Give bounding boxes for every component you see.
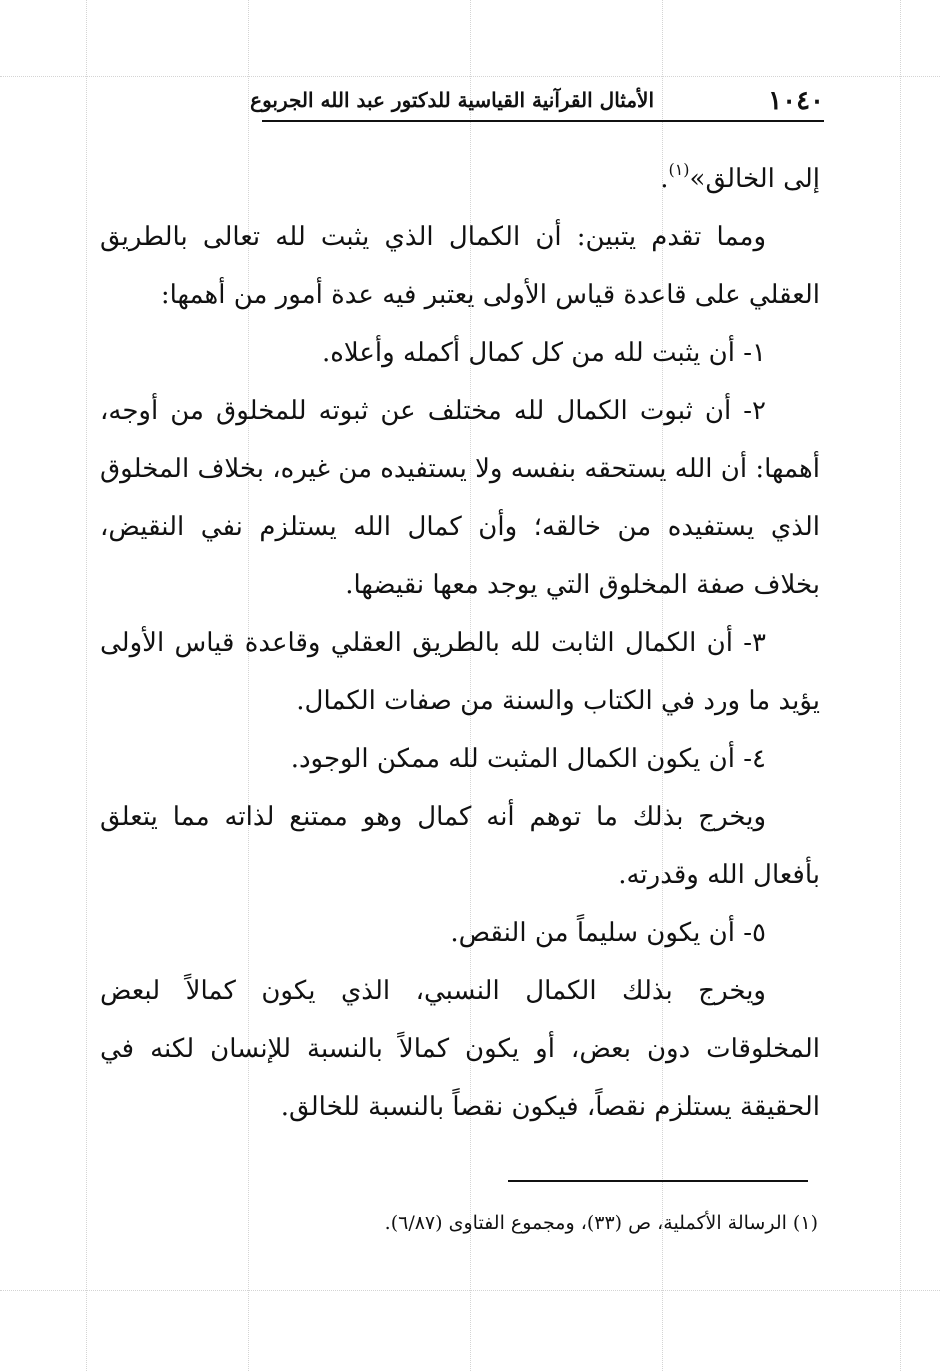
footnote-divider <box>508 1180 808 1182</box>
paragraph-intro: ومما تقدم يتبين: أن الكمال الذي يثبت لله تعالى بالطريق العقلي على قاعدة قياس الأولى يعتبر فيه عدة أمور من أهمها: <box>100 222 820 310</box>
footnote-reference: (١) <box>668 160 690 179</box>
body-text <box>100 150 820 1136</box>
list-item-4-note: ويخرج بذلك ما توهم أنه كمال وهو ممتنع لذاته مما يتعلق بأفعال الله وقدرته. <box>100 802 820 890</box>
list-item-1: ١- أن يثبت لله من كل كمال أكمله وأعلاه. <box>322 338 766 368</box>
list-item-2: ٢- أن ثبوت الكمال لله مختلف عن ثبوته للمخلوق من أوجه، أهمها: أن الله يستحقه بنفسه ولا يستفيده من غيره، بخلاف المخلوق الذي يستفيده من خالقه؛ وأن كمال الله يستلزم نفي النقيض، بخلاف صفة المخلوق التي يوجد معها نقيضها. <box>100 396 820 600</box>
page-header <box>250 82 824 122</box>
paragraph-text: إلى الخالق» <box>689 164 820 194</box>
guide-line <box>0 1290 940 1291</box>
guide-line <box>86 0 87 1371</box>
running-title: الأمثال القرآنية القياسية للدكتور عبد الله الجربوع <box>250 88 654 112</box>
list-item-3: ٣- أن الكمال الثابت لله بالطريق العقلي وقاعدة قياس الأولى يؤيد ما ورد في الكتاب والسنة من صفات الكمال. <box>100 628 820 716</box>
guide-line <box>900 0 901 1371</box>
list-item-5: ٥- أن يكون سليماً من النقص. <box>450 918 766 948</box>
guide-line <box>0 76 940 77</box>
list-item-4: ٤- أن يكون الكمال المثبت لله ممكن الوجود. <box>290 744 766 774</box>
paragraph-end: . <box>660 164 669 194</box>
footnote: (١) الرسالة الأكملية، ص (٣٣)، ومجموع الفتاوى (٦/٨٧). <box>384 1212 818 1234</box>
paragraph-continuation <box>100 150 820 208</box>
list-item-5-note: ويخرج بذلك الكمال النسبي، الذي يكون كمالاً لبعض المخلوقات دون بعض، أو يكون كمالاً بالنسبة للإنسان لكنه في الحقيقة يستلزم نقصاً، فيكون نقصاً بالنسبة للخالق. <box>100 976 820 1122</box>
page-number: ١٠٤٠ <box>768 86 824 116</box>
